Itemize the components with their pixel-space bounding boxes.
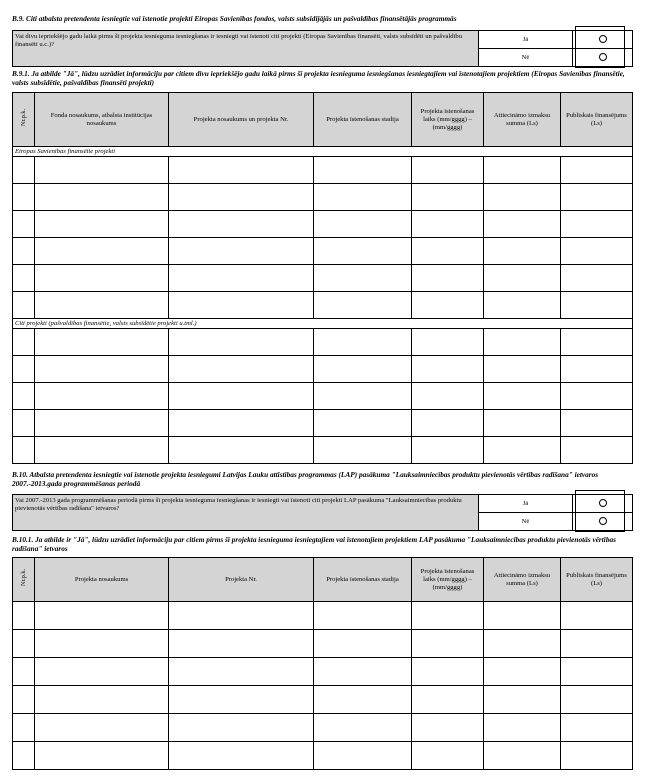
input-cell[interactable] (169, 383, 314, 410)
input-cell[interactable] (13, 742, 35, 770)
table-row (13, 437, 633, 464)
input-cell[interactable] (484, 238, 561, 265)
input-cell[interactable] (412, 602, 484, 630)
input-cell[interactable] (314, 211, 412, 238)
input-cell[interactable] (169, 410, 314, 437)
input-cell[interactable] (169, 658, 314, 686)
input-cell[interactable] (314, 630, 412, 658)
input-cell[interactable] (412, 265, 484, 292)
input-cell[interactable] (35, 292, 169, 319)
table-row (13, 292, 633, 319)
input-cell[interactable] (314, 410, 412, 437)
input-cell[interactable] (35, 238, 169, 265)
input-cell[interactable] (484, 292, 561, 319)
input-cell[interactable] (35, 356, 169, 383)
input-cell[interactable] (484, 410, 561, 437)
input-cell[interactable] (169, 184, 314, 211)
input-cell[interactable] (314, 437, 412, 464)
input-cell[interactable] (484, 356, 561, 383)
input-cell[interactable] (484, 686, 561, 714)
table-row (13, 602, 633, 630)
input-cell[interactable] (484, 658, 561, 686)
input-cell[interactable] (35, 602, 169, 630)
input-cell[interactable] (412, 184, 484, 211)
b9-yes-label: Jā (479, 31, 573, 49)
table-row (13, 157, 633, 184)
input-cell[interactable] (314, 329, 412, 356)
table-row (13, 714, 633, 742)
input-cell[interactable] (169, 292, 314, 319)
col-nr: Nr.p.k. (13, 93, 35, 147)
table-row (13, 686, 633, 714)
table-row (13, 265, 633, 292)
col-public-funding: Publiskais finansējums (Ls) (561, 93, 633, 147)
table-row (13, 329, 633, 356)
b9-question: Vai divu iepriekšējo gadu laikā pirms šī projekta iesnieguma iesniegšanas ir iesniegti vai īstenoti citi projekti (Eiropas Savienības finansēti, valsts subsīdēti un pašvaldību finansēti u.c.)? (13, 31, 479, 67)
input-cell[interactable] (13, 211, 35, 238)
input-cell[interactable] (169, 742, 314, 770)
input-cell[interactable] (13, 602, 35, 630)
input-cell[interactable] (169, 329, 314, 356)
input-cell[interactable] (484, 437, 561, 464)
b91-header-row (13, 93, 633, 147)
input-cell[interactable] (561, 329, 633, 356)
input-cell[interactable] (561, 157, 633, 184)
input-cell[interactable] (314, 383, 412, 410)
col-project-name: Projekta nosaukums (35, 558, 169, 602)
input-cell[interactable] (314, 356, 412, 383)
input-cell[interactable] (484, 714, 561, 742)
col-project-name: Projekta nosaukums un projekta Nr. (169, 93, 314, 147)
b9-heading: B.9. Citi atbalsta pretendenta iesniegtie vai īstenotie projekti Eiropas Savienības fondos, valsts subsīdijājās un pašvaldības finansētājās programmās (12, 14, 457, 23)
input-cell[interactable] (314, 184, 412, 211)
input-cell[interactable] (484, 157, 561, 184)
table-row (13, 742, 633, 770)
input-cell[interactable] (314, 742, 412, 770)
input-cell[interactable] (412, 383, 484, 410)
b9-question-table (12, 30, 633, 67)
b91-section-eu: Eiropas Savienības finansētie projekti (13, 147, 633, 157)
input-cell[interactable] (561, 714, 633, 742)
input-cell[interactable] (484, 184, 561, 211)
input-cell[interactable] (412, 329, 484, 356)
input-cell[interactable] (561, 630, 633, 658)
input-cell[interactable] (169, 211, 314, 238)
input-cell[interactable] (169, 238, 314, 265)
b10-question-table (12, 494, 633, 531)
input-cell[interactable] (35, 630, 169, 658)
b9-radio-frame (575, 26, 625, 68)
input-cell[interactable] (561, 383, 633, 410)
input-cell[interactable] (561, 602, 633, 630)
input-cell[interactable] (561, 211, 633, 238)
input-cell[interactable] (13, 630, 35, 658)
input-cell[interactable] (561, 265, 633, 292)
input-cell[interactable] (412, 630, 484, 658)
input-cell[interactable] (561, 410, 633, 437)
input-cell[interactable] (35, 686, 169, 714)
col-stage: Projekta īstenošanas stadija (314, 93, 412, 147)
input-cell[interactable] (412, 238, 484, 265)
table-row (13, 211, 633, 238)
input-cell[interactable] (35, 265, 169, 292)
b101-header-row (13, 558, 633, 602)
b101-table (12, 557, 633, 770)
input-cell[interactable] (13, 265, 35, 292)
input-cell[interactable] (412, 686, 484, 714)
input-cell[interactable] (484, 329, 561, 356)
input-cell[interactable] (169, 265, 314, 292)
input-cell[interactable] (561, 437, 633, 464)
input-cell[interactable] (561, 292, 633, 319)
table-row (13, 658, 633, 686)
input-cell[interactable] (13, 410, 35, 437)
input-cell[interactable] (314, 238, 412, 265)
b10-heading: B.10. Atbalsta pretendenta iesniegtie vai īstenotie projekta iesniegumi Latvijas Lauku attīstības programmas (LAP) pasākuma "Lauksaimniecības produktu pievienotās vērtības radīšana" ietvaros 2007.-2013.gada programmēšanas periodā (12, 470, 599, 488)
input-cell[interactable] (412, 658, 484, 686)
col-public-funding: Publiskais finansējums (Ls) (561, 558, 633, 602)
input-cell[interactable] (35, 211, 169, 238)
input-cell[interactable] (35, 742, 169, 770)
input-cell[interactable] (35, 329, 169, 356)
b9-no-label: Nē (479, 49, 573, 67)
input-cell[interactable] (169, 602, 314, 630)
table-row (13, 630, 633, 658)
table-row (13, 410, 633, 437)
input-cell[interactable] (13, 292, 35, 319)
input-cell[interactable] (314, 602, 412, 630)
input-cell[interactable] (13, 329, 35, 356)
b91-table (12, 92, 633, 464)
input-cell[interactable] (561, 356, 633, 383)
input-cell[interactable] (169, 630, 314, 658)
b10-no-label: Nē (479, 513, 573, 531)
b101-heading: B.10.1. Ja atbilde ir "Jā", lūdzu uzrādiet informāciju par citiem pirms šī projekta iesnieguma iesniegtajiem vai īstenotajiem projektiem LAP pasākuma "Lauksaimniecības produktu pievienotās vērtības radīšana" ietvaros (12, 535, 616, 553)
table-row (13, 184, 633, 211)
col-costs: Attiecināmo izmaksu summa (Ls) (484, 93, 561, 147)
input-cell[interactable] (169, 356, 314, 383)
input-cell[interactable] (561, 238, 633, 265)
input-cell[interactable] (412, 742, 484, 770)
b91-section-other: Citi projekti (pašvaldības finansētie, valsts subsīdētie projekti u.tml.) (13, 319, 633, 329)
input-cell[interactable] (484, 383, 561, 410)
input-cell[interactable] (13, 686, 35, 714)
input-cell[interactable] (484, 211, 561, 238)
input-cell[interactable] (35, 437, 169, 464)
input-cell[interactable] (35, 184, 169, 211)
col-costs: Attiecināmo izmaksu summa (Ls) (484, 558, 561, 602)
input-cell[interactable] (35, 410, 169, 437)
col-period: Projekta īstenošanas laiks (mm/gggg) – (mm/gggg) (412, 93, 484, 147)
table-row (13, 356, 633, 383)
input-cell[interactable] (35, 714, 169, 742)
input-cell[interactable] (484, 602, 561, 630)
input-cell[interactable] (13, 714, 35, 742)
input-cell[interactable] (169, 686, 314, 714)
input-cell[interactable] (13, 238, 35, 265)
table-row (13, 238, 633, 265)
input-cell[interactable] (314, 714, 412, 742)
input-cell[interactable] (314, 265, 412, 292)
input-cell[interactable] (412, 211, 484, 238)
input-cell[interactable] (314, 686, 412, 714)
input-cell[interactable] (412, 410, 484, 437)
input-cell[interactable] (13, 356, 35, 383)
input-cell[interactable] (169, 714, 314, 742)
input-cell[interactable] (484, 630, 561, 658)
b10-yes-label: Jā (479, 495, 573, 513)
input-cell[interactable] (169, 437, 314, 464)
input-cell[interactable] (561, 686, 633, 714)
input-cell[interactable] (35, 383, 169, 410)
input-cell[interactable] (13, 437, 35, 464)
input-cell[interactable] (35, 658, 169, 686)
input-cell[interactable] (412, 157, 484, 184)
input-cell[interactable] (484, 265, 561, 292)
col-fund: Fonda nosaukums, atbalsta institūcijas nosaukums (35, 93, 169, 147)
input-cell[interactable] (35, 157, 169, 184)
input-cell[interactable] (13, 157, 35, 184)
b10-radio-frame (575, 490, 625, 532)
input-cell[interactable] (13, 184, 35, 211)
input-cell[interactable] (13, 658, 35, 686)
input-cell[interactable] (412, 714, 484, 742)
input-cell[interactable] (412, 356, 484, 383)
b10-question: Vai 2007.-2013 gada programmēšanas periodā pirms šī projekta iesnieguma iesniegšanas ir iesniegti vai īstenoti citi projekti LAP pasākuma "Lauksaimniecības produktu pievienotās vērtības radīšana" ietvaros? (13, 495, 479, 531)
input-cell[interactable] (412, 292, 484, 319)
table-row (13, 383, 633, 410)
input-cell[interactable] (314, 658, 412, 686)
input-cell[interactable] (412, 437, 484, 464)
input-cell[interactable] (169, 157, 314, 184)
col-project-number: Projekta Nr. (169, 558, 314, 602)
b91-heading: B.9.1. Ja atbilde "Jā", lūdzu uzrādiet informāciju par citiem divu iepriekšējo gadu laikā pirms šī projekta iesnieguma iesniegšanas iesniegtajiem vai īstenotajiem projektiem (Eiropas Savienības finansētie, valsts subsīdētie, pašvaldības finansēti projekti) (12, 69, 625, 87)
col-period: Projekta īstenošanas laiks (mm/gggg) – (mm/gggg) (412, 558, 484, 602)
input-cell[interactable] (484, 742, 561, 770)
input-cell[interactable] (314, 292, 412, 319)
input-cell[interactable] (561, 742, 633, 770)
col-nr: Nr.p.k. (13, 558, 35, 602)
col-stage: Projekta īstenošanas stadija (314, 558, 412, 602)
input-cell[interactable] (314, 157, 412, 184)
input-cell[interactable] (13, 383, 35, 410)
input-cell[interactable] (561, 658, 633, 686)
input-cell[interactable] (561, 184, 633, 211)
